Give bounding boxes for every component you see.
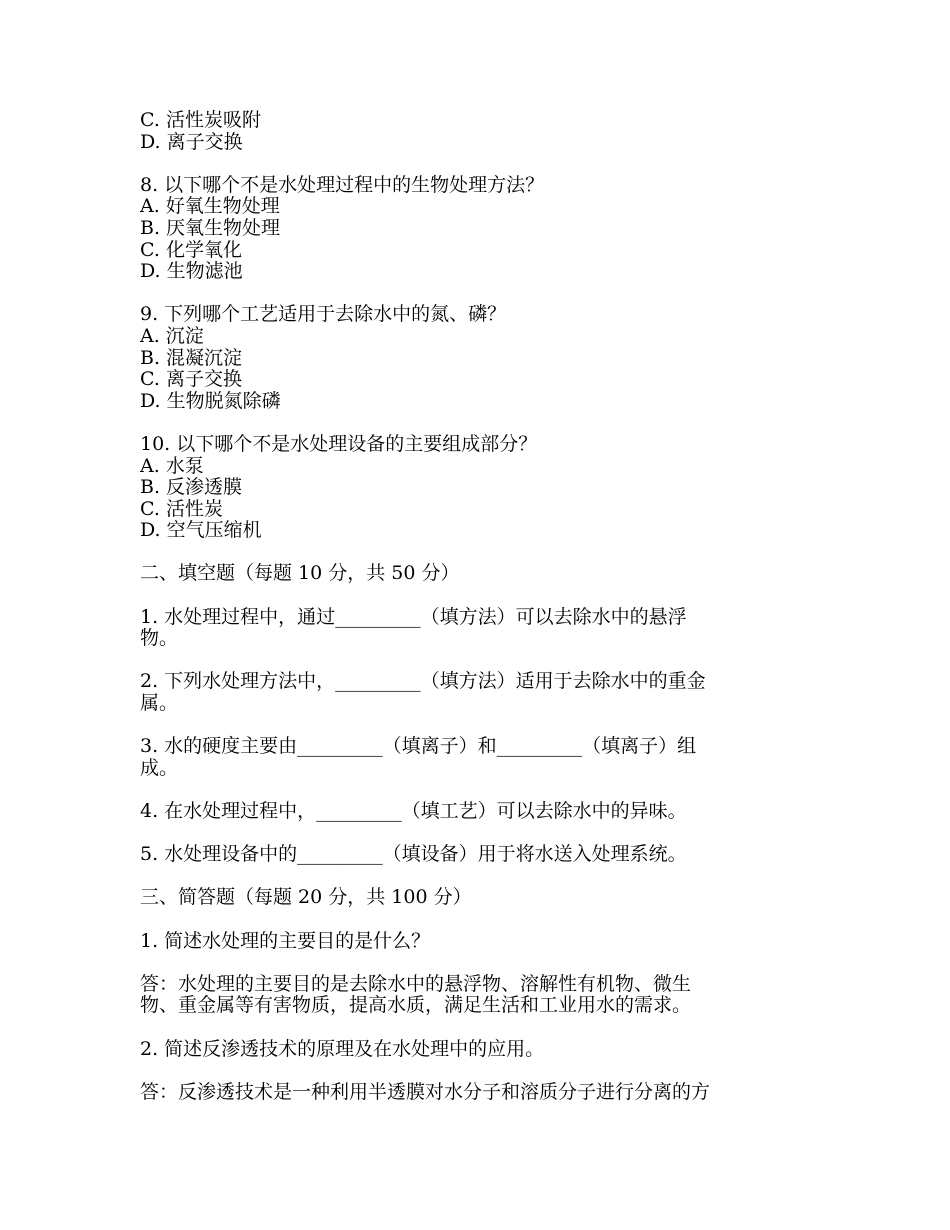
question-line: 4. 在水处理过程中，_________（填工艺）可以去除水中的异味。 [140,800,687,822]
option-d: D. 生物滤池 [140,260,243,283]
answer-line: 答：反渗透技术是一种利用半透膜对水分子和溶质分子进行分离的方 [140,1080,711,1103]
option-b: B. 反渗透膜 [140,476,243,499]
fill-question-4 [140,801,790,823]
option-b: B. 厌氧生物处理 [140,216,281,239]
option-c: C. 离子交换 [140,368,242,391]
fill-section-heading [140,563,790,585]
fill-question-3 [140,736,790,779]
question-line: 3. 水的硬度主要由_________（填离子）和_________（填离子）组 [140,735,697,758]
option-a: A. 沉淀 [140,324,204,347]
option-b: B. 混凝沉淀 [140,346,243,369]
question-line: 成。 [140,756,179,779]
question-8 [140,175,790,283]
short-question-2 [140,1039,790,1061]
short-question-1 [140,931,790,953]
option-a: A. 水泵 [140,454,204,477]
short-answer-2 [140,1082,790,1104]
question-stem: 9. 下列哪个工艺适用于去除水中的氮、磷？ [140,303,507,326]
question-stem: 2. 简述反渗透技术的原理及在水处理中的应用。 [140,1037,545,1060]
question-line: 2. 下列水处理方法中，_________（填方法）适用于去除水中的重金 [140,670,706,693]
answer-line: 答：水处理的主要目的是去除水中的悬浮物、溶解性有机物、微生 [140,972,692,995]
question-line: 5. 水处理设备中的_________（填设备）用于将水送入处理系统。 [140,843,687,866]
short-section-heading [140,887,790,909]
fill-question-5 [140,844,790,866]
question-10 [140,434,790,542]
fill-question-1 [140,607,790,650]
question-line: 物。 [140,627,179,650]
question-stem: 8. 以下哪个不是水处理过程中的生物处理方法？ [140,173,545,196]
option-d: D. 空气压缩机 [140,519,262,542]
question-9 [140,304,790,412]
option-c: C. 化学氧化 [140,238,242,261]
section-heading: 二、填空题（每题 10 分，共 50 分） [140,562,460,585]
document-page [140,110,790,1125]
question-stem: 1. 简述水处理的主要目的是什么？ [140,929,431,952]
question-7-options [140,110,790,153]
question-stem: 10. 以下哪个不是水处理设备的主要组成部分？ [140,432,538,455]
option-c: C. 活性炭吸附 [140,109,261,131]
option-c: C. 活性炭 [140,497,223,520]
question-line: 1. 水处理过程中，通过_________（填方法）可以去除水中的悬浮 [140,605,687,628]
fill-question-2 [140,671,790,714]
section-heading: 三、简答题（每题 20 分，共 100 分） [140,886,472,909]
answer-line: 物、重金属等有害物质，提高水质，满足生活和工业用水的需求。 [140,994,692,1017]
question-line: 属。 [140,692,179,715]
short-answer-1 [140,974,790,1017]
option-d: D. 离子交换 [140,130,243,153]
option-a: A. 好氧生物处理 [140,195,280,218]
option-d: D. 生物脱氮除磷 [140,389,281,412]
